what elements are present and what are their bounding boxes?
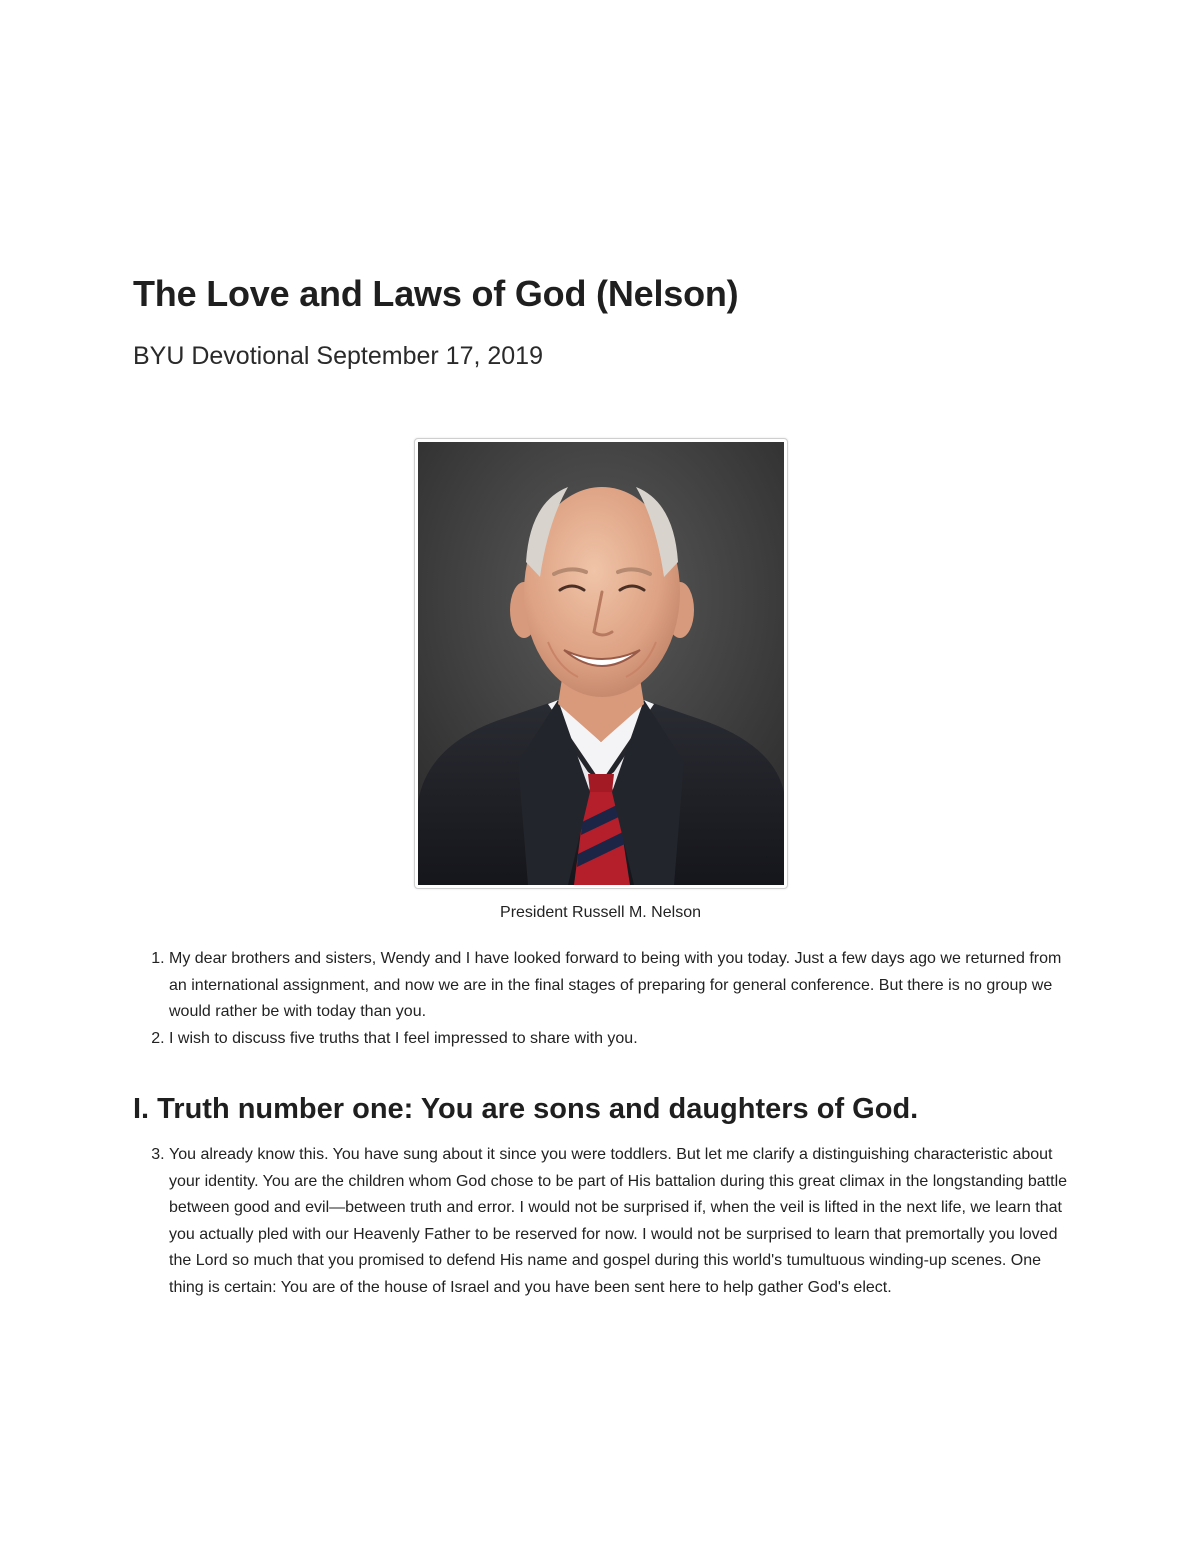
document-page: [133, 270, 1068, 1301]
list-item: 1. My dear brothers and sisters, Wendy and I have looked forward to being with you today. Just a few days ago we returned from an international assignment, and now we are in the final stages of preparing for general conference. But there is no group we would rather be with today than you.: [169, 946, 1068, 1026]
intro-list: [133, 946, 1068, 1052]
portrait-photo: [418, 442, 784, 885]
section-heading: I. Truth number one: You are sons and daughters of God.: [133, 1093, 919, 1125]
section-1-list: [133, 1142, 1068, 1301]
portrait-frame: [414, 438, 788, 889]
document-subtitle: BYU Devotional September 17, 2019: [133, 342, 543, 370]
list-item: 2. I wish to discuss five truths that I feel impressed to share with you.: [169, 1026, 1068, 1053]
document-title: The Love and Laws of God (Nelson): [133, 273, 739, 314]
portrait-figure: [133, 438, 1068, 924]
tie-knot: [588, 774, 614, 792]
portrait-caption: President Russell M. Nelson: [500, 904, 701, 921]
list-item: 3. You already know this. You have sung about it since you were toddlers. But let me clarify a distinguishing characteristic about your identity. You are the children whom God chose to be part of His battalion during this great climax in the longstanding battle between good and evil—between truth and error. I would not be surprised if, when the veil is lifted in the next life, we learn that you actually pled with our Heavenly Father to be reserved for now. I would not be surprised to learn that premortally you loved the Lord so much that you promised to defend His name and gospel during this world's tumultuous winding-up scenes. One thing is certain: You are of the house of Israel and you have been sent here to help gather God's elect.: [169, 1142, 1068, 1301]
